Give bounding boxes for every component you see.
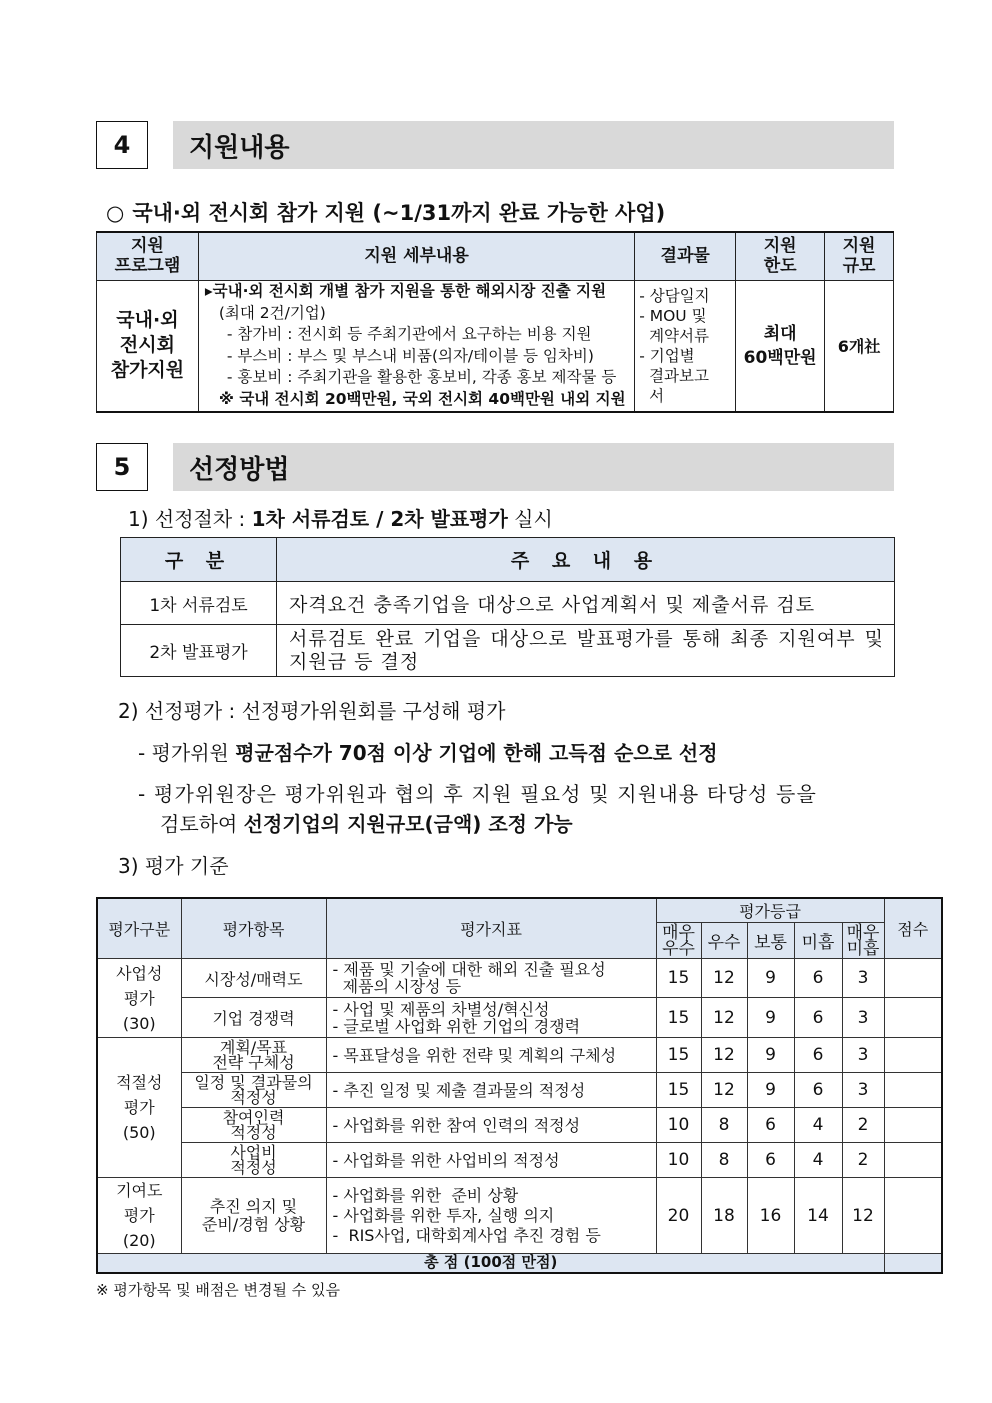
- header-program: 지원 프로그램: [97, 232, 199, 280]
- header-grade: 평가등급: [656, 898, 884, 923]
- score-cell: 10: [656, 1143, 701, 1178]
- score-cell: 6: [794, 959, 842, 998]
- score-cell: 2: [842, 1143, 884, 1178]
- stage-2-content: 서류검토 완료 기업을 대상으로 발표평가를 통해 최종 지원여부 및 지원금 등 결정: [277, 625, 895, 677]
- score-cell: 15: [656, 1038, 701, 1073]
- score-cell: 6: [794, 1038, 842, 1073]
- score-cell: 6: [794, 998, 842, 1038]
- score-cell: 3: [842, 959, 884, 998]
- score-cell: 4: [794, 1108, 842, 1143]
- category-appropriateness: 적절성 평가 (50): [97, 1038, 181, 1178]
- score-entry: [884, 1108, 942, 1143]
- score-cell: 20: [656, 1178, 701, 1254]
- program-detail: ▸국내·외 전시회 개별 참가 지원을 통한 해외시장 진출 지원 (최대 2건/기업) - 참가비 : 전시회 등 주최기관에서 요구하는 비용 지원 - 부스비 : 부스 및 부스내 비품(의자/테이블 등 임차비) - 홍보비 : 주최기관을 활용한 홍보비, 각종 홍보 제작물 등 ※ 국내 전시회 20백만원, 국외 전시회 40백만원 내외 지원: [198, 280, 634, 412]
- stage-2: 2차 발표평가: [121, 625, 277, 677]
- section-4-header: [96, 121, 894, 169]
- total-score: [884, 1254, 942, 1273]
- total-label: 총 점 (100점 만점): [97, 1254, 884, 1273]
- category-business: 사업성 평가 (30): [97, 959, 181, 1038]
- score-entry: [884, 1038, 942, 1073]
- score-cell: 8: [701, 1108, 747, 1143]
- score-cell: 9: [747, 959, 794, 998]
- indicator: - 사업화를 위한 참여 인력의 적정성: [326, 1108, 656, 1143]
- section-title: 선정방법: [173, 443, 894, 491]
- indicator: - 사업 및 제품의 차별성/혁신성 - 글로벌 사업화 위한 기업의 경쟁력: [326, 998, 656, 1038]
- item: 사업비 적정성: [181, 1143, 326, 1178]
- score-entry: [884, 959, 942, 998]
- score-cell: 12: [701, 998, 747, 1038]
- section-title: 지원내용: [173, 121, 894, 169]
- score-cell: 12: [701, 1073, 747, 1108]
- indicator: - 사업화를 위한 사업비의 적정성: [326, 1143, 656, 1178]
- header-content: 주 요 내 용: [277, 538, 895, 582]
- item: 계획/목표 전략 구체성: [181, 1038, 326, 1073]
- indicator: - 추진 일정 및 제출 결과물의 적정성: [326, 1073, 656, 1108]
- item: 추진 의지 및 준비/경험 상황: [181, 1178, 326, 1254]
- score-cell: 18: [701, 1178, 747, 1254]
- program-limit: 최대 60백만원: [736, 280, 825, 412]
- header-stage: 구 분: [121, 538, 277, 582]
- score-entry: [884, 1073, 942, 1108]
- program-result: - 상담일지 - MOU 및 계약서류 - 기업별 결과보고 서: [635, 280, 736, 412]
- item: 참여인력 적정성: [181, 1108, 326, 1143]
- header-category: 평가구분: [97, 898, 181, 959]
- section-number: 5: [96, 443, 148, 491]
- score-cell: 16: [747, 1178, 794, 1254]
- section-5-header: [96, 443, 894, 491]
- header-scale: 지원 규모: [825, 232, 894, 280]
- score-cell: 15: [656, 998, 701, 1038]
- indicator: - 목표달성을 위한 전략 및 계획의 구체성: [326, 1038, 656, 1073]
- score-cell: 10: [656, 1108, 701, 1143]
- evaluation-criteria-table: [96, 897, 943, 1274]
- grade-excellent: 매우 우수: [656, 923, 701, 959]
- score-cell: 3: [842, 998, 884, 1038]
- score-cell: 6: [747, 1108, 794, 1143]
- score-cell: 4: [794, 1143, 842, 1178]
- score-entry: [884, 1178, 942, 1254]
- score-cell: 14: [794, 1178, 842, 1254]
- score-cell: 15: [656, 959, 701, 998]
- category-contribution: 기여도 평가 (20): [97, 1178, 181, 1254]
- stage-1: 1차 서류검토: [121, 582, 277, 625]
- grade-good: 우수: [701, 923, 747, 959]
- support-heading: ○ 국내·외 전시회 참가 지원 (~1/31까지 완료 가능한 사업): [106, 201, 666, 225]
- header-limit: 지원 한도: [736, 232, 825, 280]
- score-cell: 8: [701, 1143, 747, 1178]
- item: 시장성/매력도: [181, 959, 326, 998]
- score-cell: 12: [701, 959, 747, 998]
- footnote: ※ 평가항목 및 배점은 변경될 수 있음: [96, 1281, 341, 1299]
- evaluation-bullet-2-line1: - 평가위원장은 평가위원과 협의 후 지원 필요성 및 지원내용 타당성 등을: [138, 782, 818, 806]
- indicator: - 사업화를 위한 준비 상황 - 사업화를 위한 투자, 실행 의지 - RIS사업, 대학회계사업 추진 경험 등: [326, 1178, 656, 1254]
- score-cell: 12: [842, 1178, 884, 1254]
- header-detail: 지원 세부내용: [198, 232, 634, 280]
- score-cell: 9: [747, 1073, 794, 1108]
- header-item: 평가항목: [181, 898, 326, 959]
- selection-procedure-table: [120, 537, 895, 677]
- item: 기업 경쟁력: [181, 998, 326, 1038]
- header-indicator: 평가지표: [326, 898, 656, 959]
- evaluation-bullet-2-line2: 검토하여 선정기업의 지원규모(금액) 조정 가능: [160, 812, 573, 836]
- score-cell: 15: [656, 1073, 701, 1108]
- item: 일정 및 결과물의 적정성: [181, 1073, 326, 1108]
- indicator: - 제품 및 기술에 대한 해외 진출 필요성 제품의 시장성 등: [326, 959, 656, 998]
- score-cell: 6: [794, 1073, 842, 1108]
- score-entry: [884, 1143, 942, 1178]
- support-program-table: [96, 231, 894, 413]
- grade-poor: 미흡: [794, 923, 842, 959]
- score-cell: 9: [747, 1038, 794, 1073]
- evaluation-criteria-heading: 3) 평가 기준: [118, 854, 229, 878]
- score-cell: 12: [701, 1038, 747, 1073]
- stage-1-content: 자격요건 충족기업을 대상으로 사업계획서 및 제출서류 검토: [277, 582, 895, 625]
- score-cell: 6: [747, 1143, 794, 1178]
- grade-average: 보통: [747, 923, 794, 959]
- header-score: 점수: [884, 898, 942, 959]
- score-cell: 3: [842, 1038, 884, 1073]
- score-cell: 2: [842, 1108, 884, 1143]
- score-cell: 9: [747, 998, 794, 1038]
- evaluation-bullet-1: - 평가위원 평균점수가 70점 이상 기업에 한해 고득점 순으로 선정: [138, 741, 718, 765]
- selection-evaluation: 2) 선정평가 : 선정평가위원회를 구성해 평가: [118, 699, 506, 723]
- score-entry: [884, 998, 942, 1038]
- score-cell: 3: [842, 1073, 884, 1108]
- selection-procedure: 1) 선정절차 : 1차 서류검토 / 2차 발표평가 실시: [128, 507, 553, 531]
- program-name: 국내·외 전시회 참가지원: [97, 280, 199, 412]
- program-scale: 6개社: [825, 280, 894, 412]
- section-number: 4: [96, 121, 148, 169]
- grade-very-poor: 매우 미흡: [842, 923, 884, 959]
- header-result: 결과물: [635, 232, 736, 280]
- circle-bullet-icon: ○: [106, 201, 125, 225]
